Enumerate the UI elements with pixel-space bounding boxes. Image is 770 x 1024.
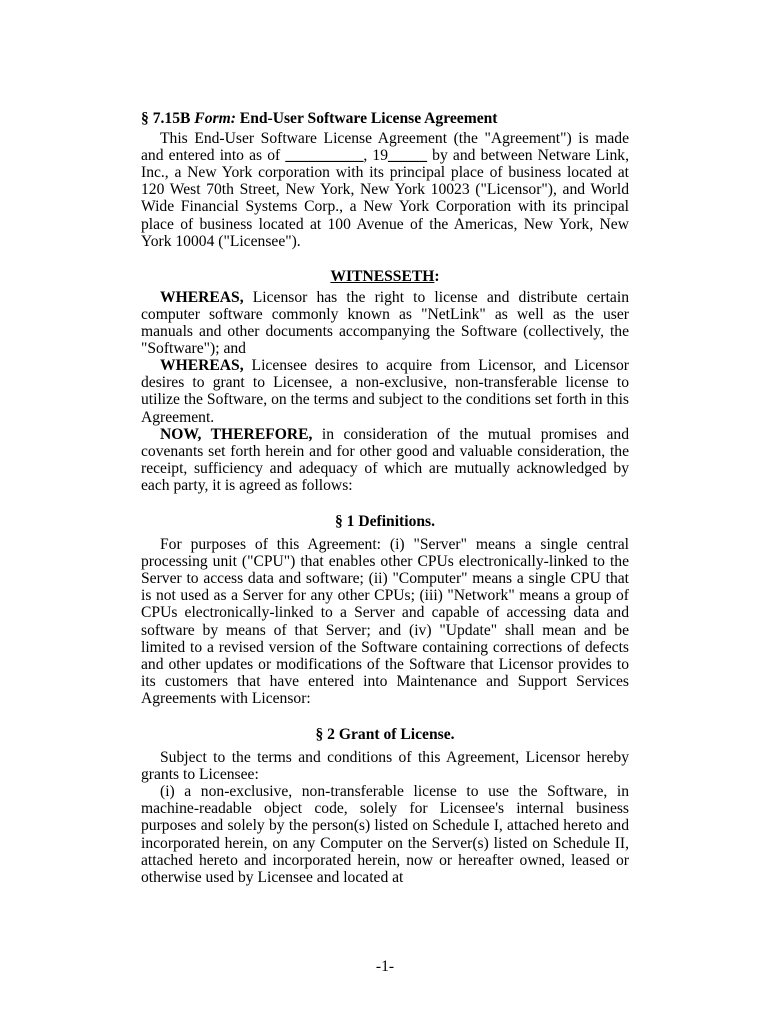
- document-body: [141, 110, 629, 886]
- now-therefore-lead: NOW, THEREFORE,: [160, 425, 313, 443]
- now-therefore-text: in consideration of the mutual promises and covenants set forth herein and for other good and valuable consideration, the receipt, sufficiency and adequacy of which are mutually acknowledged by each party, it is agreed as follows:: [141, 425, 629, 494]
- section-2-paragraph-2: (i) a non-exclusive, non-transferable license to use the Software, in machine-readable object code, solely for Licensee's internal business purposes and solely by the person(s) listed on Schedule I, attached hereto and incorporated herein, on any Computer on the Server(s) listed on Schedule II, attached hereto and incorporated herein, now or hereafter owned, leased or otherwise used by Licensee and located at: [141, 783, 629, 886]
- whereas-text-2: Licensee desires to acquire from Licensor, and Licensor desires to grant to Licensee, a non-exclusive, non-transferable license to utilize the Software, on the terms and subject to the conditions set forth in this Agreement.: [141, 357, 629, 426]
- witnesseth-colon: :: [434, 267, 440, 285]
- whereas-lead-1: WHEREAS,: [160, 288, 244, 306]
- section-1-heading: § 1 Definitions.: [334, 512, 436, 530]
- whereas-paragraph-2: [141, 357, 629, 425]
- intro-text-3: by and between Netware Link, Inc., a New York corporation with its principal place of business located at 120 West 70th Street, New York, New York 10023 ("Licensor"), and World Wide Financial Systems Corp., a New York Corporation with its principal place of business located at 100 Avenue of the Americas, New York, New York 10004 ("Licensee").: [141, 147, 630, 250]
- whereas-text-1: Licensor has the right to license and distribute certain computer software commonly known as "NetLink" as well as the user manuals and other documents accompanying the Software (collectively, the "Software"); and: [141, 288, 629, 358]
- whereas-paragraph-1: [141, 289, 629, 357]
- section-1-paragraph: For purposes of this Agreement: (i) "Server" means a single central processing unit ("CPU") that enables other CPUs electronically-linked to the Server to access data and software; (ii) "Computer" means a single CPU that is not used as a Server for any other CPUs; (iii) "Network" means a group of CPUs electronically-linked to a Server and capable of accessing data and software by means of that Server; and (iv) "Update" shall mean and be limited to a revised version of the Software containing corrections of defects and other updates or modifications of the Software that Licensor provides to its customers that have entered into Maintenance and Support Services Agreements with Licensor:: [141, 536, 629, 707]
- section-2-paragraph-1: Subject to the terms and conditions of this Agreement, Licensor hereby grants to Licensee:: [141, 749, 629, 784]
- intro-paragraph: [141, 130, 629, 250]
- title-form: Form:: [194, 110, 236, 127]
- witnesseth-word: WITNESSETH: [330, 267, 435, 285]
- date-blank: __________: [285, 147, 364, 165]
- page-number: -1-: [375, 958, 395, 975]
- document-title: [141, 110, 629, 127]
- witnesseth-heading: [141, 268, 629, 285]
- title-rest: End-User Software License Agreement: [235, 110, 498, 127]
- section-2-heading: § 2 Grant of License.: [315, 726, 455, 743]
- now-therefore-paragraph: [141, 426, 629, 494]
- intro-text-2: , 19: [363, 147, 389, 165]
- intro-text-1: This End-User Software License Agreement (the "Agreement") is made and entered into as of: [141, 130, 629, 165]
- whereas-lead-2: WHEREAS,: [160, 357, 244, 375]
- title-prefix: § 7.15B: [141, 110, 195, 127]
- year-blank: _____: [388, 147, 428, 165]
